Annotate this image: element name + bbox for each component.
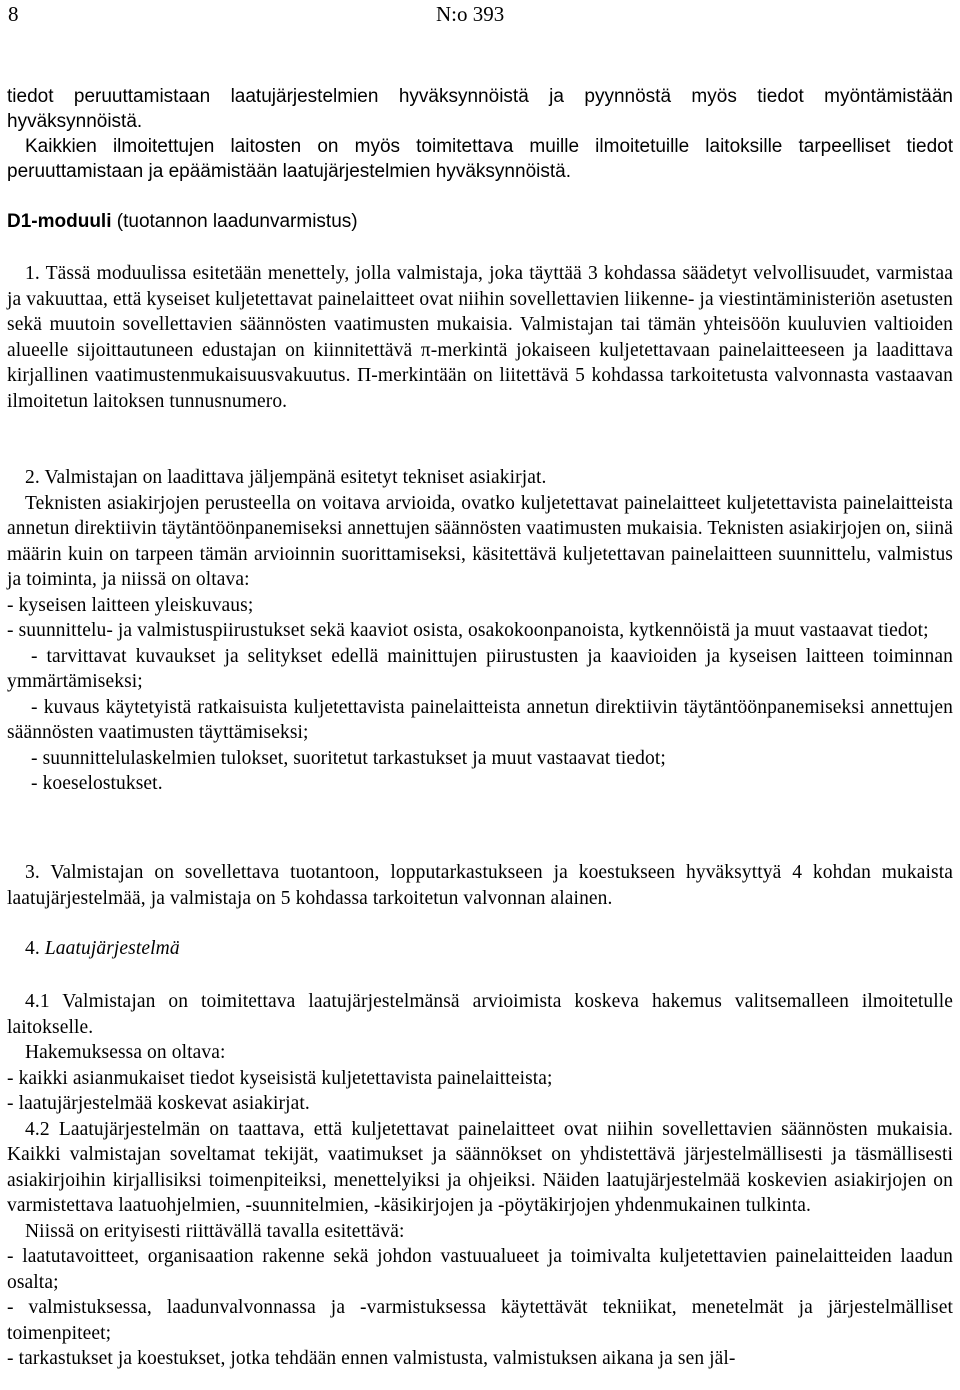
section-3-text: 3. Valmistajan on sovellettava tuotantoon, lopputarkastukseen ja koestukseen hyväksyttyä 4 kohdan mukaista laatujärjestelmää, ja valmistaja on 5 kohdassa tarkoitetun valvonnan alainen. [7,862,953,909]
section-2-item: - kyseisen laitteen yleiskuvaus; [7,594,254,616]
section-4-1-subheading: Hakemuksessa on oltava: [25,1042,226,1063]
module-heading [7,209,953,234]
intro-paragraph-1: tiedot peruuttamistaan laatujärjestelmien hyväksynnöistä ja pyynnöstä myös tiedot myöntämistään hyväksynnöistä. [7,86,953,132]
section-4-2-item: - valmistuksessa, laadunvalvonnassa ja -varmistuksessa käytettävät tekniikat, menetelmät ja järjestelmälliset toimenpiteet; [7,1297,953,1344]
section-4-1-item: - kaikki asianmukaiset tiedot kyseisistä kuljetettavista painelaitteista; [7,1067,553,1089]
section-4-2-item: - tarkastukset ja koestukset, jotka tehdään ennen valmistusta, valmistuksen aikana ja sen jäl- [7,1348,736,1369]
section-2-body: Teknisten asiakirjojen perusteella on voitava arvioida, ovatko kuljetettavat painelaitteet kuljetettavista painelaitteista annetun direktiivin täytäntöönpanemiseksi annettujen säännösten vaatimusten mukaisia. Teknisten asiakirjojen on, siinä määrin kuin on tarpeen tämän arvioinnin suorittamiseksi, käsitettävä kuljetettavan painelaitteen suunnittelu, valmistus ja toiminta, ja niissä on oltava: [7,492,953,590]
section-4-number: 4. [25,938,40,959]
intro-paragraph-2: Kaikkien ilmoitettujen laitosten on myös toimitettava muille ilmoitetuille laitoksille tarpeelliset tiedot peruuttamistaan ja epäämistään laatujärjestelmien hyväksynnöistä. [7,136,953,182]
section-4-2-text: 4.2 Laatujärjestelmän on taattava, että kuljetettavat painelaitteet ovat niihin sovellettavien säännösten mukaisia. Kaikki valmistajan soveltamat tekijät, vaatimukset ja säännökset on yhdistettävä järjestelmällisesti ja täsmällisesti asiakirjoihin kirjallisiksi toimenpiteiksi, menettelyiksi ja ohjeiksi. Näiden laatujärjestelmää koskevien asiakirjojen on varmistettava laatuohjelmien, -suunnitelmien, -käsikirjojen ja -pöytäkirjojen yhdenmukainen tulkinta. [7,1118,953,1216]
section-4-1-item: - laatujärjestelmää koskevat asiakirjat. [7,1093,310,1114]
section-1-text: 1. Tässä moduulissa esitetään menettely, jolla valmistaja, joka täyttää 3 kohdassa säädetyt velvollisuudet, varmistaa ja vakuuttaa, että kyseiset kuljetettavat painelaitteet ovat niihin sovellettavien liikenne- ja viestintäministeriön asetusten sekä muutoin sovellettavien säännösten vaatimusten mukaisia. Valmistajan tai tämän yhteisöön kuuluvien valtioiden alueelle sijoittautuneen edustajan on kiinnitettävä π-merkintä jokaiseen kuljetettavaan painelaitteeseen ja laadittava kirjallinen vaatimustenmukaisuusvakuutus. Π-merkintään on liitettävä 5 kohdassa tarkoitetusta valvonnasta vastaavan ilmoitetun laitoksen tunnusnumero. [7,263,953,412]
module-title: (tuotannon laadunvarmistus) [116,211,358,232]
section-2-title: 2. Valmistajan on laadittava jäljempänä esitetyt tekniset asiakirjat. [25,467,547,488]
section-2-item: - suunnittelu- ja valmistuspiirustukset sekä kaaviot osista, osakokoonpanoista, kytkennöistä ja muut vastaavat tiedot; [7,620,929,641]
section-4-body [7,989,953,1372]
section-4-2-item: - laatutavoitteet, organisaation rakenne sekä johdon vastuualueet ja toimivalta kuljetettavien painelaitteiden laadun osalta; [7,1246,953,1293]
section-2-item: - koeselostukset. [31,773,163,794]
module-code: D1-moduuli [7,211,112,232]
section-2-item: - tarvittavat kuvaukset ja selitykset edellä mainittujen piirustusten ja kaavioiden ja kyseisen laitteen toiminnan ymmärtämiseksi; [7,645,953,692]
journal-number: N:o 393 [436,2,505,26]
section-2-item: - kuvaus käytetyistä ratkaisuista kuljetettavista painelaitteista annetun direktiivin täytäntöönpanemiseksi annettujen säännösten vaatimusten täyttämiseksi; [7,696,953,743]
section-2 [7,465,953,797]
section-4-heading [7,936,953,962]
page-number: 8 [8,2,19,26]
section-4-2-subheading: Niissä on erityisesti riittävällä tavalla esitettävä: [25,1220,405,1242]
section-3 [7,860,953,911]
page-header [8,2,952,32]
section-4-title: Laatujärjestelmä [44,938,180,959]
section-2-item: - suunnittelulaskelmien tulokset, suoritetut tarkastukset ja muut vastaavat tiedot; [31,747,666,769]
intro-block [7,84,953,184]
section-4-1-text: 4.1 Valmistajan on toimitettava laatujärjestelmänsä arvioimista koskeva hakemus valitsemalleen ilmoitetulle laitokselle. [7,991,953,1038]
section-1 [7,261,953,414]
